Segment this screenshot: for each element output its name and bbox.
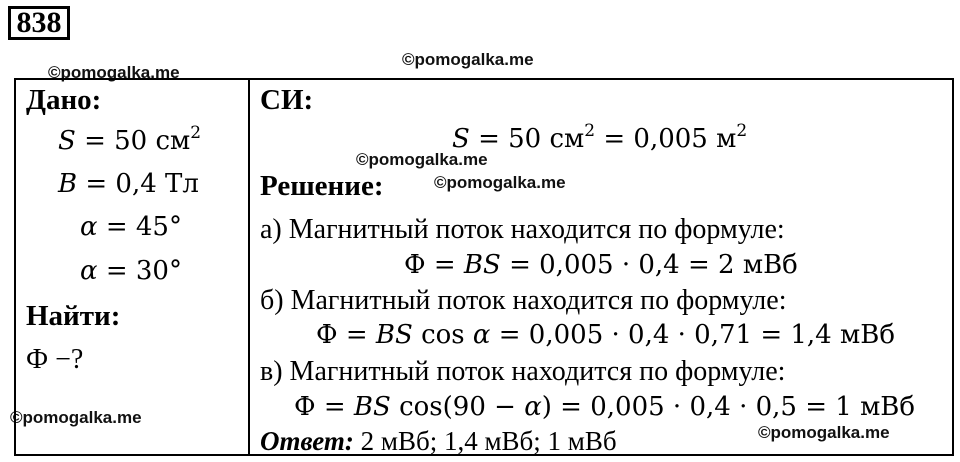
given-angle-1 — [80, 212, 182, 242]
si-conversion — [452, 121, 748, 154]
given-area — [58, 123, 202, 156]
watermark: ©pomogalka.me — [48, 63, 180, 82]
given-heading: Дано: — [26, 84, 102, 116]
exponent: 2 — [584, 121, 596, 141]
watermark: ©pomogalka.me — [434, 173, 566, 192]
given-area-value: = 50 см — [75, 126, 191, 156]
given-angle-2 — [80, 256, 182, 286]
solution-heading: Решение: — [260, 170, 384, 202]
formula-post: ) = 0,005 · 0,4 · 0,5 = 1 мВб — [541, 392, 916, 422]
var-s: S — [58, 126, 76, 156]
problem-number: 838 — [8, 6, 70, 40]
given-angle-2-value: = 30° — [97, 256, 182, 286]
formula-alpha: α — [472, 320, 491, 350]
solution-b-text: б) Магнитный поток находится по формуле: — [260, 285, 787, 316]
si-heading: СИ: — [260, 84, 314, 116]
exponent: 2 — [736, 121, 748, 141]
formula-post: = 0,005 · 0,4 · 0,71 = 1,4 мВб — [490, 320, 895, 350]
formula-alpha: α — [524, 392, 542, 422]
given-induction — [58, 169, 199, 199]
formula-pre: Ф = — [316, 320, 376, 350]
formula-mid: cos(90 − — [390, 392, 525, 422]
watermark: ©pomogalka.me — [10, 408, 142, 427]
find-heading: Найти: — [26, 300, 121, 332]
solution-b-formula — [316, 320, 895, 350]
formula-var: BS — [463, 250, 501, 280]
solution-a-formula — [404, 250, 798, 280]
find-line: Ф −? — [26, 344, 84, 375]
formula-post: = 0,005 · 0,4 = 2 мВб — [500, 250, 798, 280]
exponent: 2 — [190, 123, 202, 143]
solution-c-text: в) Магнитный поток находится по формуле: — [260, 356, 786, 387]
formula-mid: cos — [412, 320, 473, 350]
given-angle-1-value: = 45° — [97, 212, 182, 242]
answer-text: 2 мВб; 1,4 мВб; 1 мВб — [353, 426, 617, 456]
formula-var: BS — [353, 392, 391, 422]
watermark: ©pomogalka.me — [356, 150, 488, 169]
given-induction-value: = 0,4 Тл — [77, 169, 199, 199]
answer-line — [260, 426, 617, 457]
var-s: S — [452, 124, 470, 154]
var-alpha: α — [80, 212, 98, 242]
watermark: ©pomogalka.me — [402, 50, 534, 69]
formula-pre: Ф = — [404, 250, 464, 280]
column-divider — [248, 78, 250, 456]
si-part-1: = 50 см — [469, 124, 585, 154]
formula-var: BS — [375, 320, 413, 350]
var-b: B — [58, 169, 78, 199]
solution-a-text: а) Магнитный поток находится по формуле: — [260, 214, 785, 245]
watermark: ©pomogalka.me — [758, 423, 890, 442]
si-part-2: = 0,005 м — [595, 124, 737, 154]
answer-label: Ответ: — [260, 426, 354, 456]
solution-c-formula — [294, 392, 915, 422]
formula-pre: Ф = — [294, 392, 354, 422]
var-alpha: α — [80, 256, 98, 286]
